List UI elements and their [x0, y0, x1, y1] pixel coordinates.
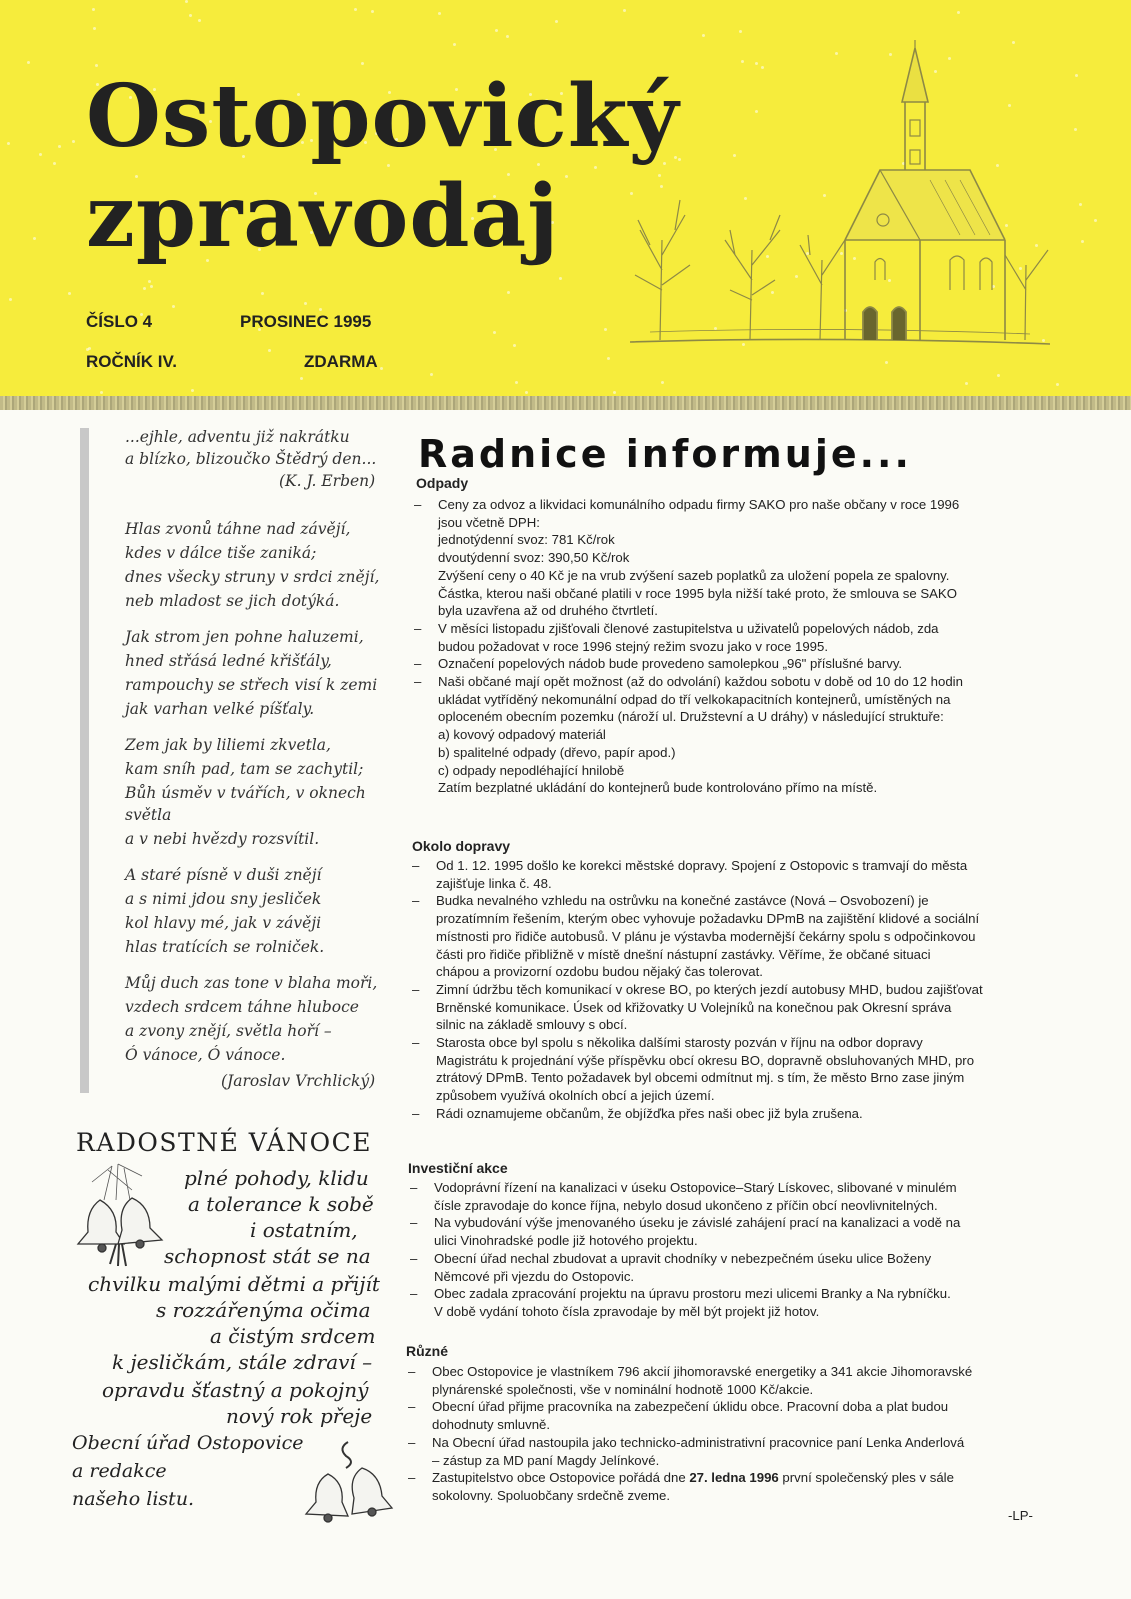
- paper-speck: [304, 302, 307, 305]
- article-line: Zvýšení ceny o 40 Kč je na vrub zvýšení sazeb poplatků za uložení popela ze spalovny.: [438, 567, 950, 583]
- greeting-line: chvilku malými dětmi a přijít: [88, 1272, 380, 1296]
- bullet-dash: –: [412, 1105, 420, 1121]
- paper-speck: [623, 9, 626, 12]
- section-heading: Investiční akce: [408, 1160, 508, 1176]
- paper-speck: [1081, 240, 1084, 243]
- paper-speck: [53, 162, 56, 165]
- paper-speck: [33, 237, 36, 240]
- article-line: způsobem využívá okolních obcí a jejich území.: [436, 1088, 715, 1104]
- poem-line: a v nebi hvězdy rozsvítil.: [125, 830, 320, 848]
- issue-date: PROSINEC 1995: [240, 312, 372, 331]
- greeting-line: s rozzářenýma očima: [156, 1298, 371, 1322]
- article-signature: -LP-: [1008, 1508, 1033, 1523]
- article-line: b) spalitelné odpady (dřevo, papír apod.): [438, 744, 676, 760]
- poem-line: Ó vánoce, Ó vánoce.: [125, 1046, 286, 1064]
- paper-speck: [92, 8, 95, 11]
- bullet-dash: –: [410, 1180, 418, 1195]
- paper-speck: [1094, 219, 1097, 222]
- article-line: ztrátový DPmB. Tento požadavek byl obcemi odmítnut mj. s tím, že město Brno zase jiným: [436, 1070, 965, 1086]
- paper-speck: [185, 0, 188, 3]
- article-line: Naši občané mají opět možnost (až do odvolání) každou sobotu v době od 10 do 12 hodin: [438, 674, 963, 689]
- bullet-dash: –: [412, 981, 420, 997]
- paper-speck: [1056, 383, 1059, 386]
- poem-line: rampouchy se střech visí k zemi: [125, 676, 378, 694]
- poem-line: Bůh úsměv v tvářích, v oknech: [125, 784, 366, 802]
- bullet-dash: –: [414, 620, 422, 636]
- paper-speck: [1079, 203, 1082, 206]
- bullet-dash: –: [412, 1035, 420, 1050]
- poem-line: Jak strom jen pohne haluzemi,: [125, 628, 364, 646]
- article-line: Brněnské komunikace. Úsek od křižovatky U Volejníků na konečnou pak Okresní správa: [436, 999, 952, 1015]
- poem-epigraph-author: (K. J. Erben): [279, 472, 376, 490]
- poem-line: a s nimi jdou sny jesliček: [125, 890, 322, 908]
- poem-line: světla: [125, 806, 172, 824]
- article-line: plynárenské společnosti, vše v nominální hodnotě 1000 Kč/akcie.: [432, 1381, 814, 1397]
- article-line: oploceném obecním pozemku (nároží ul. Družstevní a U dráhy) v následující struktuře:: [438, 709, 944, 725]
- paper-speck: [555, 20, 558, 23]
- article-line: prozatímním řešením, kterým obec vyhovuje požadavku DPmB na zajištění klidové a sociální: [436, 911, 980, 927]
- article-line: Zimní údržbu těch komunikací v okrese BO, po kterých jezdí autobusy MHD, budou zajišťovat: [436, 981, 983, 997]
- price-label: ZDARMA: [304, 352, 378, 371]
- article-title: Radnice informuje...: [418, 432, 912, 476]
- paper-speck: [430, 373, 433, 376]
- paper-speck: [86, 348, 89, 351]
- paper-speck: [354, 8, 357, 11]
- bullet-dash: –: [408, 1399, 416, 1415]
- poem-line: Můj duch zas tone v blaha moři,: [125, 974, 378, 992]
- paper-speck: [68, 292, 71, 295]
- greeting-line: k jesličkám, stále zdraví –: [112, 1350, 373, 1374]
- bullet-dash: –: [412, 893, 420, 909]
- article-line: dohodnuty smluvně.: [432, 1417, 551, 1433]
- article-line: místnosti pro řidiče autobusů. V plánu je výstavba modernější čekárny spolu s odpočinkovou: [436, 928, 976, 944]
- poem-line: A staré písně v duši znějí: [125, 866, 322, 884]
- greeting-line: schopnost stát se na: [164, 1244, 371, 1268]
- greeting-heading: RADOSTNÉ VÁNOCE: [76, 1128, 372, 1157]
- paper-speck: [198, 19, 201, 22]
- poem-line: vzdech srdcem táhne hluboce: [125, 998, 359, 1016]
- paper-speck: [143, 287, 146, 290]
- greeting-signature: Obecní úřad Ostopovice: [72, 1432, 304, 1454]
- article-line: jsou včetně DPH:: [438, 514, 540, 530]
- paper-speck: [525, 391, 528, 394]
- article-line: Budka nevalného vzhledu na ostrůvku na konečné zastávce (Nová – Osvobození) je: [436, 893, 929, 909]
- paper-speck: [997, 374, 1000, 377]
- article-line: Od 1. 12. 1995 došlo ke korekci městské dopravy. Spojení z Ostopovic s tramvají do města: [436, 858, 968, 873]
- paper-speck: [506, 35, 509, 38]
- paper-speck: [453, 43, 456, 46]
- bullet-dash: –: [410, 1250, 418, 1266]
- church-drawing: [630, 40, 1050, 360]
- article-line: – zástup za MD paní Magdy Jelínkové.: [432, 1452, 660, 1468]
- article-line: jednotýdenní svoz: 781 Kč/rok: [438, 532, 615, 548]
- poem-line: kdes v dálce tiše zaniká;: [125, 544, 317, 562]
- poem-line: hlas tratících se rolniček.: [125, 938, 325, 956]
- paper-speck: [189, 14, 192, 17]
- article-line: Němcové při vjezdu do Ostopovic.: [434, 1268, 635, 1284]
- paper-speck: [72, 140, 75, 143]
- paper-speck: [7, 142, 10, 145]
- article-line: budou požadovat v roce 1996 stejný režim svozu jako v roce 1995.: [438, 638, 828, 654]
- paper-speck: [261, 292, 264, 295]
- paper-speck: [885, 361, 888, 364]
- article-line: Na vybudování výše jmenovaného úseku je závislé zahájení prací na kanalizaci a vodě na: [434, 1215, 961, 1231]
- paper-speck: [515, 381, 518, 384]
- poem-line: kam sníh pad, tam se zachytil;: [125, 760, 364, 778]
- paper-speck: [150, 285, 153, 288]
- paper-speck: [380, 367, 383, 370]
- greeting-line: plné pohody, klidu: [184, 1166, 369, 1190]
- article-line: Obec zadala zpracování projektu na úpravu prostoru mezi ulicemi Branky a Na rybníčku.: [434, 1286, 951, 1302]
- paper-speck: [957, 11, 960, 14]
- article-line: chápou a provizorní ozdobu budou nějaký čas tolerovat.: [436, 964, 763, 980]
- poem-line: jak varhan velké píšťaly.: [125, 700, 315, 718]
- paper-speck: [100, 391, 103, 394]
- paper-speck: [507, 291, 510, 294]
- article-line: ulici Vinohradské podle již hotového projektu.: [434, 1233, 698, 1249]
- section-heading: Odpady: [416, 475, 469, 491]
- paper-speck: [661, 381, 664, 384]
- newsletter-title-line1: Ostopovický: [86, 66, 680, 167]
- greeting-line: opravdu šťastný a pokojný: [102, 1378, 369, 1402]
- issue-number: ČÍSLO 4: [86, 312, 153, 331]
- bullet-dash: –: [408, 1364, 416, 1379]
- article-line: Starosta obce byl spolu s několika dalšími starosty pozván v říjnu na odbor dopravy: [436, 1035, 923, 1050]
- article-line: Rádi oznamujeme občanům, že objížďka přes naši obec již byla zrušena.: [436, 1105, 863, 1121]
- article-line: Zastupitelstvo obce Ostopovice pořádá dne 27. ledna 1996 první společenský ples v sále: [432, 1470, 954, 1486]
- poem-line: a zvony znějí, světla hoří –: [125, 1022, 332, 1040]
- article-line: Označení popelových nádob bude provedeno samolepkou „96" příslušné barvy.: [438, 656, 903, 672]
- article-line: silnic na základě smlouvy s obcí.: [436, 1017, 628, 1033]
- paper-speck: [300, 377, 303, 380]
- greeting-line: nový rok přeje: [226, 1404, 373, 1428]
- paper-speck: [1075, 74, 1078, 77]
- greeting-line: i ostatním,: [250, 1218, 358, 1242]
- paper-speck: [513, 344, 516, 347]
- poem-author: (Jaroslav Vrchlický): [221, 1072, 376, 1090]
- paper-speck: [319, 308, 322, 311]
- greeting-signature: a redakce: [72, 1460, 167, 1482]
- paper-speck: [172, 305, 175, 308]
- poem-line: hned střásá ledné křišťály,: [125, 652, 332, 670]
- poem-line: kol hlavy mé, jak v závěji: [125, 914, 322, 932]
- article-line: čísle zpravodaje do konce října, nebylo dosud ukončeno z příčin obcí neovlivnitelných.: [434, 1197, 938, 1213]
- article-line: V měsíci listopadu zjišťovali členové zastupitelstva u uživatelů popelových nádob, zda: [438, 620, 939, 636]
- bullet-dash: –: [410, 1286, 418, 1302]
- bullet-dash: –: [412, 858, 420, 873]
- bullet-dash: –: [410, 1215, 418, 1231]
- article-line: c) odpady nepodléhající hnilobě: [438, 762, 625, 778]
- volume-number: ROČNÍK IV.: [86, 352, 178, 371]
- paper-speck: [559, 277, 562, 280]
- article-line: sokolovny. Spoluobčany srdečně zveme.: [432, 1487, 670, 1503]
- section-heading: Okolo dopravy: [412, 838, 511, 854]
- bells-icon: [302, 1438, 394, 1530]
- greeting-line: a tolerance k sobě: [188, 1192, 374, 1216]
- article-line: Na Obecní úřad nastoupila jako technicko-administrativní pracovnice paní Lenka Anderlová: [432, 1434, 965, 1450]
- poem-column: [80, 428, 382, 1093]
- greeting-signature: našeho listu.: [72, 1488, 195, 1510]
- article-line: a) kovový odpadový materiál: [438, 727, 606, 743]
- masthead: [0, 0, 1131, 410]
- paper-speck: [93, 27, 96, 30]
- paper-speck: [27, 61, 30, 64]
- paper-speck: [493, 331, 496, 334]
- bullet-dash: –: [414, 674, 422, 689]
- paper-speck: [371, 10, 374, 13]
- paper-speck: [39, 153, 42, 156]
- article-line: ukládat vytříděný nekomunální odpad do tří velkokapacitních kontejnerů, umístěných na: [438, 691, 951, 707]
- paper-speck: [965, 382, 968, 385]
- section-heading: Různé: [406, 1343, 448, 1359]
- masthead-divider: [0, 396, 1131, 410]
- article-line: dvoutýdenní svoz: 390,50 Kč/rok: [438, 550, 630, 566]
- paper-speck: [9, 298, 12, 301]
- paper-speck: [58, 145, 61, 148]
- article-line: Vodoprávní řízení na kanalizaci v úseku Ostopovice–Starý Lískovec, slibované v minulém: [434, 1180, 957, 1195]
- paper-speck: [604, 328, 607, 331]
- article-line: byla uzavřena až od druhého čtvrtletí.: [438, 603, 658, 619]
- bullet-dash: –: [408, 1434, 416, 1450]
- bullet-dash: –: [414, 656, 422, 672]
- paper-speck: [565, 175, 568, 178]
- article-line: Obec Ostopovice je vlastníkem 796 akcií jihomoravské energetiky a 341 akcie Jihomoravské: [432, 1364, 973, 1379]
- article-line: Ceny za odvoz a likvidaci komunálního odpadu firmy SAKO pro naše občany v roce 1996: [438, 497, 960, 512]
- paper-speck: [148, 280, 151, 283]
- newsletter-title-line2: zpravodaj: [86, 166, 560, 267]
- article-line: zajišťuje linka č. 48.: [436, 875, 552, 891]
- paper-speck: [607, 357, 610, 360]
- article-line: Obecní úřad nechal zbudovat a upravit chodníky v nebezpečném úseku ulice Boženy: [434, 1250, 932, 1266]
- article-line: Magistrátu k projednání výše příspěvku obcí okresu BO, dopravně obsluhovaných MHD, pro: [436, 1052, 975, 1068]
- paper-speck: [438, 12, 441, 15]
- poem-line: Hlas zvonů táhne nad závějí,: [125, 520, 351, 538]
- paper-speck: [702, 34, 705, 37]
- bullet-dash: –: [408, 1470, 416, 1486]
- paper-speck: [495, 29, 498, 32]
- paper-speck: [613, 391, 616, 394]
- poem-line: dnes všecky struny v srdci znějí,: [125, 568, 380, 586]
- article-line: části pro řidiče přibližně v místě dnešní nástupní zastávky. Věříme, že občané situaci: [436, 946, 931, 962]
- bullet-dash: –: [414, 497, 422, 512]
- paper-speck: [191, 389, 194, 392]
- paper-speck: [268, 349, 271, 352]
- paper-speck: [1074, 128, 1077, 131]
- poem-line: Zem jak by liliemi zkvetla,: [125, 736, 331, 754]
- poem-line: neb mladost se jich dotýká.: [125, 592, 340, 610]
- article-line: V době vydání tohoto čísla zpravodaje by měl být projekt již hotov.: [434, 1303, 820, 1319]
- paper-speck: [739, 30, 742, 33]
- poem-epigraph-line: a blízko, blizoučko Štědrý den...: [125, 450, 377, 468]
- article-line: Zatím bezplatné ukládání do kontejnerů bude kontrolováno přímo na místě.: [438, 780, 878, 796]
- paper-speck: [361, 62, 364, 65]
- greeting-line: a čistým srdcem: [210, 1324, 376, 1348]
- article-line: Obecní úřad přijme pracovníka na zabezpečení úklidu obce. Pracovní doba a plat budou: [432, 1399, 949, 1415]
- poem-epigraph-line: ...ejhle, adventu již nakrátku: [125, 428, 350, 446]
- article-line: Částka, kterou naši občané platili v roce 1995 byla nižší také proto, že smlouva se SAKO: [438, 585, 957, 601]
